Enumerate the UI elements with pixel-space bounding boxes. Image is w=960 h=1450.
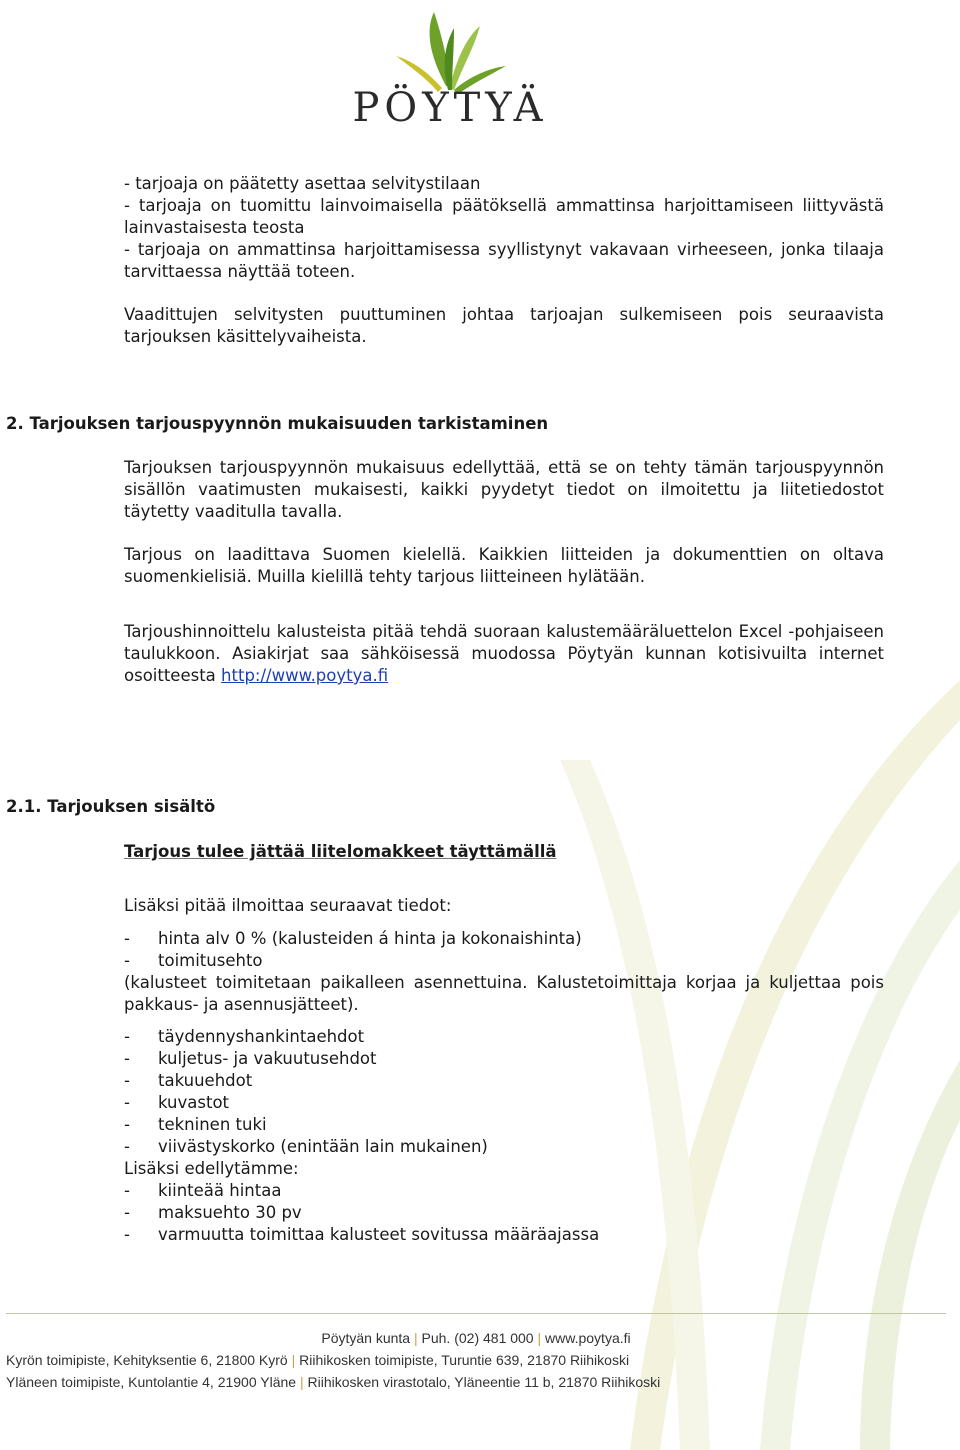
list-item-text: maksuehto 30 pv — [158, 1203, 302, 1222]
poytya-website-link[interactable]: http://www.poytya.fi — [221, 666, 389, 685]
delivery-note: (kalusteet toimitetaan paikalleen asennettuina. Kalustetoimittaja korjaa ja kuljettaa pois pakkaus- ja asennusjätteet). — [124, 973, 884, 1014]
section-2-paragraph-3 — [124, 621, 884, 687]
list-item-text: viivästyskorko (enintään lain mukainen) — [158, 1137, 488, 1156]
footer-office-ylane: Yläneen toimipiste, Kuntolantie 4, 21900 Yläne — [6, 1374, 297, 1390]
required-info-intro: Lisäksi pitää ilmoittaa seuraavat tiedot: — [124, 896, 452, 915]
section-2-paragraph-1: Tarjouksen tarjouspyynnön mukaisuus edellyttää, että se on tehty tämän tarjouspyynnön sisällön vaatimusten mukaisesti, kaikki pyydetyt tiedot on ilmoitettu ja liitetiedostot täytetty vaaditulla tavalla. — [124, 458, 884, 521]
list-item: - täydennyshankintaehdot — [124, 1027, 365, 1046]
intro-para-line-2: tarjouksen käsittelyvaiheista. — [124, 327, 367, 346]
list-item-text: hinta alv 0 % (kalusteiden á hinta ja kokonaishinta) — [158, 929, 582, 948]
list-item-text: varmuutta toimittaa kalusteet sovitussa määräajassa — [158, 1225, 600, 1244]
list-item: - kuljetus- ja vakuutusehdot — [124, 1049, 377, 1068]
footer-office-virastotalo: Riihikosken virastotalo, Yläneentie 11 b, 21870 Riihikoski — [307, 1374, 661, 1390]
list-item: - varmuutta toimittaa kalusteet sovitussa määräajassa — [124, 1225, 600, 1244]
list-item: - hinta alv 0 % (kalusteiden á hinta ja kokonaishinta) — [124, 929, 582, 948]
footer-separator: | — [413, 1330, 418, 1346]
footer-website: www.poytya.fi — [545, 1330, 631, 1346]
list-item-text: takuuehdot — [158, 1071, 253, 1090]
footer-line-2 — [6, 1351, 946, 1369]
footer-separator: | — [299, 1374, 304, 1390]
footer-divider — [6, 1313, 946, 1314]
section-2-1-subheading: Tarjous tulee jättää liitelomakkeet täyttämällä — [124, 842, 557, 861]
section-2-1-heading: 2.1. Tarjouksen sisältö — [6, 797, 216, 816]
intro-line-1: - tarjoaja on päätetty asettaa selvitystilaan — [124, 174, 481, 193]
list-item: - maksuehto 30 pv — [124, 1203, 302, 1222]
list-item: - tekninen tuki — [124, 1115, 267, 1134]
footer-separator: | — [537, 1330, 542, 1346]
list-item-text: kuljetus- ja vakuutusehdot — [158, 1049, 377, 1068]
intro-line-3: lainvastaisesta teosta — [124, 218, 305, 237]
list-item-text: toimitusehto — [158, 951, 263, 970]
list-item: - kuvastot — [124, 1093, 230, 1112]
footer-separator: | — [291, 1352, 296, 1368]
list-item: - kiinteää hintaa — [124, 1181, 282, 1200]
intro-line-2: - tarjoaja on tuomittu lainvoimaisella päätöksellä ammattinsa harjoittamiseen liittyvästä — [124, 196, 884, 215]
footer-office-riihikoski: Riihikosken toimipiste, Turuntie 639, 21870 Riihikoski — [299, 1352, 630, 1368]
footer-office-kyro: Kyrön toimipiste, Kehityksentie 6, 21800 Kyrö — [6, 1352, 288, 1368]
list-item: - viivästyskorko (enintään lain mukainen) — [124, 1137, 488, 1156]
list-item-text: tekninen tuki — [158, 1115, 267, 1134]
section-2-paragraph-2: Tarjous on laadittava Suomen kielellä. Kaikkien liitteiden ja dokumenttien on oltava suomenkielisiä. Muilla kielillä tehty tarjous liitteineen hylätään. — [124, 545, 884, 586]
list-item-text: kiinteää hintaa — [158, 1181, 282, 1200]
logo-wordmark: PÖYTYÄ — [352, 85, 548, 131]
intro-line-5: tarvittaessa näyttää toteen. — [124, 262, 356, 281]
section-2-heading: 2. Tarjouksen tarjouspyynnön mukaisuuden tarkistaminen — [6, 414, 549, 433]
intro-line-4: - tarjoaja on ammattinsa harjoittamisessa syyllistynyt vakavaan virheeseen, jonka tilaaja — [124, 240, 884, 259]
list-item: - toimitusehto — [124, 951, 263, 970]
footer-phone: Puh. (02) 481 000 — [421, 1330, 534, 1346]
footer-municipality: Pöytyän kunta — [321, 1330, 411, 1346]
list-item-text: täydennyshankintaehdot — [158, 1027, 365, 1046]
poytya-logo — [330, 6, 570, 131]
intro-para-line-1: Vaadittujen selvitysten puuttuminen johtaa tarjoajan sulkemiseen pois seuraavista — [124, 305, 884, 324]
list-item: - takuuehdot — [124, 1071, 253, 1090]
footer-line-3 — [6, 1373, 946, 1391]
section-2-paragraph-3-text: Tarjoushinnoittelu kalusteista pitää tehdä suoraan kalustemääräluettelon Excel -pohjaiseen taulukkoon. Asiakirjat saa sähköisessä muodossa Pöytyän kunnan kotisivuilta internet osoitteesta — [124, 622, 884, 685]
logo-leaves-graphic — [330, 6, 570, 96]
list-item-text: kuvastot — [158, 1093, 230, 1112]
footer-line-1 — [6, 1329, 946, 1347]
additional-requirements-intro: Lisäksi edellytämme: — [124, 1159, 299, 1178]
